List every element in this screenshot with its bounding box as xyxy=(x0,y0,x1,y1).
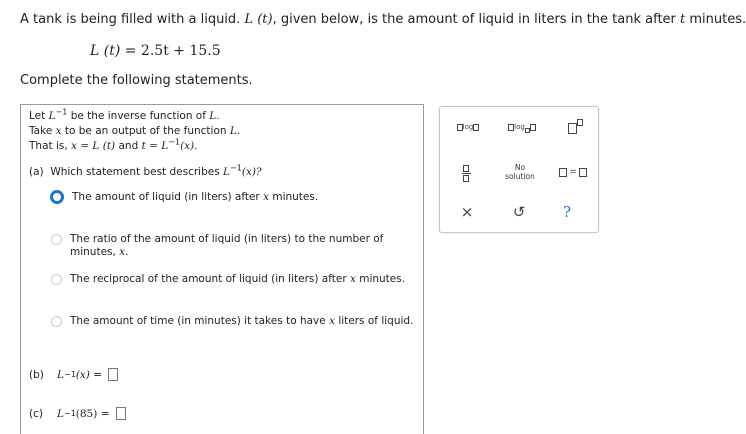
part-c-label: (c) xyxy=(29,407,43,420)
radio-selected[interactable] xyxy=(50,190,64,204)
base-box-icon xyxy=(568,123,577,134)
undo-icon[interactable]: ↺ xyxy=(512,203,526,221)
radio-unselected[interactable] xyxy=(51,234,62,245)
question-panel xyxy=(20,104,424,434)
box-icon xyxy=(559,168,567,177)
function-formula: L (t) = 2.5t + 15.5 xyxy=(90,43,221,59)
part-b-label: (b) xyxy=(29,368,44,381)
definition-line-2: Take x to be an output of the function L. xyxy=(29,125,241,137)
option-1[interactable] xyxy=(51,191,318,204)
definitions xyxy=(29,109,240,154)
fraction-icon xyxy=(462,165,471,182)
box-icon xyxy=(473,124,479,131)
clear-icon[interactable]: × xyxy=(460,203,474,221)
part-c-answer-input[interactable] xyxy=(116,407,126,420)
box-icon xyxy=(579,168,587,177)
part-a-question: (a) Which statement best describes $L^{-1}(x)$? xyxy=(29,163,262,178)
option-4[interactable] xyxy=(51,315,413,328)
box-icon xyxy=(530,124,536,131)
definition-line-3: That is, x = L (t) and $t = L^{-1}(x)$. xyxy=(29,137,198,152)
option-4-label: The amount of time (in minutes) it takes to have x liters of liquid. xyxy=(70,315,414,327)
option-3[interactable] xyxy=(51,273,405,286)
option-2-label: The ratio of the amount of liquid (in liters) to the number of minutes, x. xyxy=(70,233,384,258)
option-2[interactable] xyxy=(51,233,401,259)
superscript-box-icon xyxy=(577,119,583,126)
radio-unselected[interactable] xyxy=(51,316,62,327)
equals-button[interactable]: = xyxy=(552,163,594,181)
help-icon[interactable]: ? xyxy=(562,203,572,221)
part-b: (b) L −1 (x) = xyxy=(29,368,118,381)
definition-line-1: Let $L^{-1}$ be the inverse function of L. xyxy=(29,107,220,122)
part-c: (c) L −1 (85) = xyxy=(29,407,126,420)
log-base-button[interactable]: log xyxy=(496,117,548,137)
part-b-answer-input[interactable] xyxy=(108,368,118,381)
option-3-label: The reciprocal of the amount of liquid (in liters) after x minutes. xyxy=(70,273,406,285)
radio-unselected[interactable] xyxy=(51,274,62,285)
question-prompt: A tank is being filled with a liquid. L (t), given below, is the amount of liquid in liters in the tank after t minutes. xyxy=(20,12,746,27)
no-solution-button[interactable]: No solution xyxy=(505,163,535,181)
fraction-button[interactable] xyxy=(454,159,478,187)
instruction-text: Complete the following statements. xyxy=(20,73,253,88)
log-button[interactable]: log xyxy=(446,117,490,137)
math-palette xyxy=(439,106,599,233)
option-1-label: The amount of liquid (in liters) after x minutes. xyxy=(72,191,319,203)
exponent-button[interactable] xyxy=(556,115,594,137)
